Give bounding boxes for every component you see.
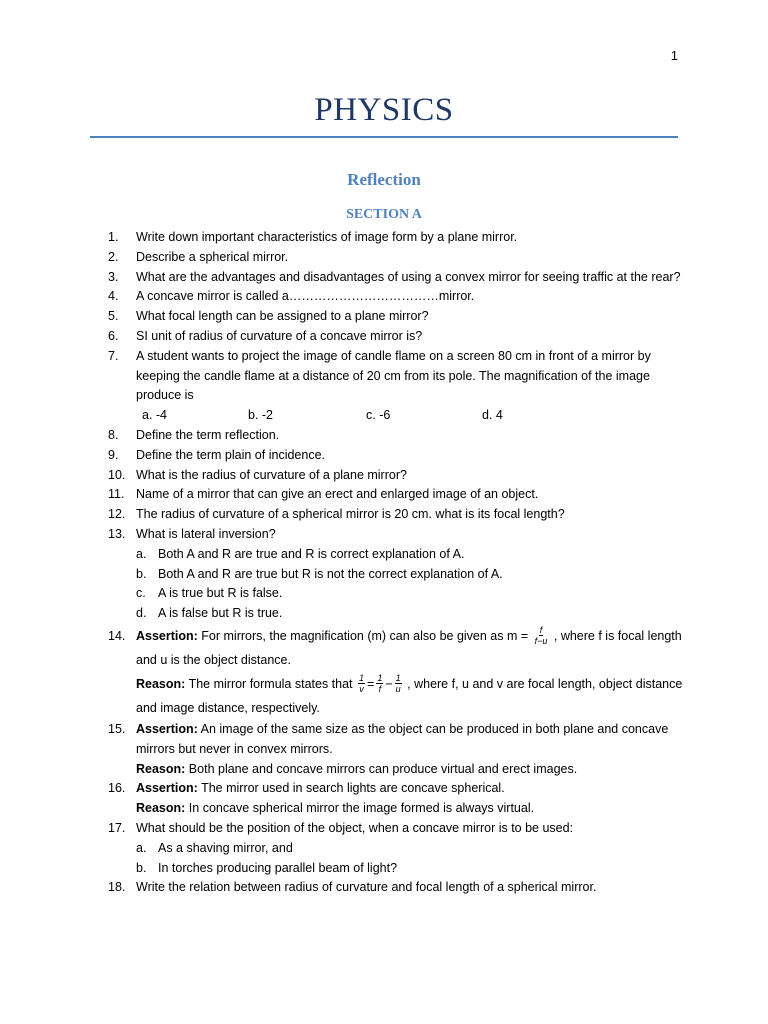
option-letter: b. — [136, 566, 147, 581]
question-text: Describe a spherical mirror. — [136, 249, 289, 264]
reason-label: Reason: — [136, 761, 186, 776]
question-text: Name of a mirror that can give an erect and enlarged image of an object. — [136, 487, 539, 502]
option-b: b. -2 — [248, 408, 274, 423]
reason — [136, 760, 688, 780]
equals-sign: = — [367, 676, 375, 691]
question-text: What is the radius of curvature of a plane mirror? — [136, 467, 407, 482]
question-11 — [108, 485, 688, 505]
reason-text-end: , where f, u and v are focal length, object distance and image distance, respectively. — [136, 676, 683, 715]
question-text: Define the term plain of incidence. — [136, 447, 325, 462]
assertion-text: An image of the same size as the object can be produced in both plane and concave mirrors but never in convex mirrors. — [136, 721, 669, 756]
question-8 — [108, 426, 688, 446]
question-number: 10. — [108, 467, 126, 482]
option-d — [136, 604, 688, 624]
question-text: What focal length can be assigned to a plane mirror? — [136, 309, 429, 324]
question-number: 13. — [108, 526, 126, 541]
question-14 — [108, 624, 688, 720]
question-6 — [108, 327, 688, 347]
chapter-subtitle: Reflection — [347, 170, 421, 189]
fraction-1-over-u — [395, 673, 402, 694]
fraction-1-over-f — [376, 673, 383, 694]
fraction-numerator: 1 — [377, 673, 383, 684]
option-letter: a. — [136, 546, 147, 561]
reason-label: Reason: — [136, 801, 186, 816]
option-letter: c. — [136, 586, 146, 601]
assertion — [136, 624, 688, 672]
assertion-text: For mirrors, the magnification (m) can also be given as m = — [197, 628, 532, 643]
option-text: A is true but R is false. — [158, 586, 283, 601]
question-text: A student wants to project the image of candle flame on a screen 80 cm in front of a mirror by keeping the candle flame at a distance of 20 cm from its pole. The magnification of the image produce is — [136, 348, 651, 403]
question-number: 4. — [108, 289, 119, 304]
option-b — [136, 859, 688, 879]
question-number: 7. — [108, 348, 119, 363]
reason-text: The mirror formula states that — [185, 676, 356, 691]
question-text: Write the relation between radius of curvature and focal length of a spherical mirror. — [136, 880, 597, 895]
option-c — [136, 584, 688, 604]
reason — [136, 672, 688, 720]
question-number: 3. — [108, 269, 119, 284]
question-number: 9. — [108, 447, 119, 462]
option-letter: a. — [136, 840, 147, 855]
question-text: The radius of curvature of a spherical mirror is 20 cm. what is its focal length? — [136, 507, 565, 522]
title-divider — [90, 136, 678, 138]
question-text: Write down important characteristics of image form by a plane mirror. — [136, 230, 518, 244]
fraction-numerator: 1 — [395, 673, 401, 684]
question-12 — [108, 505, 688, 525]
question-3 — [108, 268, 688, 288]
assertion — [136, 720, 688, 760]
reason — [136, 799, 688, 819]
question-number: 18. — [108, 880, 126, 895]
question-1 — [108, 228, 688, 248]
question-text: What are the advantages and disadvantages of using a convex mirror for seeing traffic at the rear? — [136, 269, 681, 284]
fraction-1-over-v — [358, 673, 365, 694]
option-a — [136, 839, 688, 859]
question-17 — [108, 819, 688, 878]
question-13 — [108, 525, 688, 624]
question-number: 1. — [108, 230, 119, 244]
question-10 — [108, 466, 688, 486]
question-number: 5. — [108, 309, 119, 324]
section-heading: SECTION A — [346, 207, 422, 222]
question-18 — [108, 878, 688, 898]
option-text: As a shaving mirror, and — [158, 840, 293, 855]
option-d: d. 4 — [482, 408, 503, 423]
question-number: 12. — [108, 507, 126, 522]
question-text: SI unit of radius of curvature of a concave mirror is? — [136, 328, 423, 343]
question-number: 2. — [108, 249, 119, 264]
assertion-text: The mirror used in search lights are concave spherical. — [197, 781, 505, 796]
question-text: Define the term reflection. — [136, 427, 280, 442]
question-number: 15. — [108, 721, 126, 736]
option-a — [136, 545, 688, 565]
question-16 — [108, 779, 688, 819]
answer-options — [136, 406, 688, 426]
question-number: 6. — [108, 328, 119, 343]
question-2 — [108, 248, 688, 268]
question-text: A concave mirror is called a………………………………mirror. — [136, 289, 475, 304]
option-text: A is false but R is true. — [158, 606, 283, 621]
option-text: Both A and R are true but R is not the correct explanation of A. — [158, 566, 503, 581]
fraction-numerator: f — [539, 625, 543, 636]
option-b — [136, 565, 688, 585]
question-5 — [108, 307, 688, 327]
fraction-denominator: v — [359, 684, 364, 695]
page-number: 1 — [670, 48, 678, 63]
reason-text: In concave spherical mirror the image formed is always virtual. — [185, 801, 535, 816]
assertion-label: Assertion: — [136, 721, 198, 736]
assertion-label: Assertion: — [136, 781, 198, 796]
question-text: What is lateral inversion? — [136, 526, 276, 541]
option-text: Both A and R are true and R is correct explanation of A. — [158, 546, 465, 561]
page-title: PHYSICS — [314, 92, 454, 128]
question-15 — [108, 720, 688, 779]
magnification-fraction — [534, 625, 549, 646]
fraction-denominator: f — [378, 684, 382, 695]
question-number: 17. — [108, 820, 126, 835]
option-letter: d. — [136, 606, 147, 621]
question-text: What should be the position of the object, when a concave mirror is to be used: — [136, 820, 574, 835]
option-letter: b. — [136, 860, 147, 875]
assertion — [136, 779, 688, 799]
question-7 — [108, 347, 688, 426]
assertion-text-end: , where f is focal length and u is the object distance. — [136, 628, 682, 667]
fraction-denominator: f−u — [534, 636, 548, 647]
minus-sign: − — [385, 676, 393, 691]
option-text: In torches producing parallel beam of light? — [158, 860, 398, 875]
question-9 — [108, 446, 688, 466]
question-list — [108, 228, 688, 898]
option-a: a. -4 — [142, 408, 168, 423]
question-number: 14. — [108, 628, 126, 643]
option-c: c. -6 — [366, 408, 391, 423]
reason-label: Reason: — [136, 676, 186, 691]
assertion-label: Assertion: — [136, 628, 198, 643]
fraction-numerator: 1 — [359, 673, 365, 684]
question-number: 11. — [108, 487, 125, 502]
question-number: 8. — [108, 427, 119, 442]
question-number: 16. — [108, 781, 126, 796]
reason-text: Both plane and concave mirrors can produce virtual and erect images. — [185, 761, 578, 776]
fraction-denominator: u — [395, 684, 401, 695]
question-4 — [108, 287, 688, 307]
